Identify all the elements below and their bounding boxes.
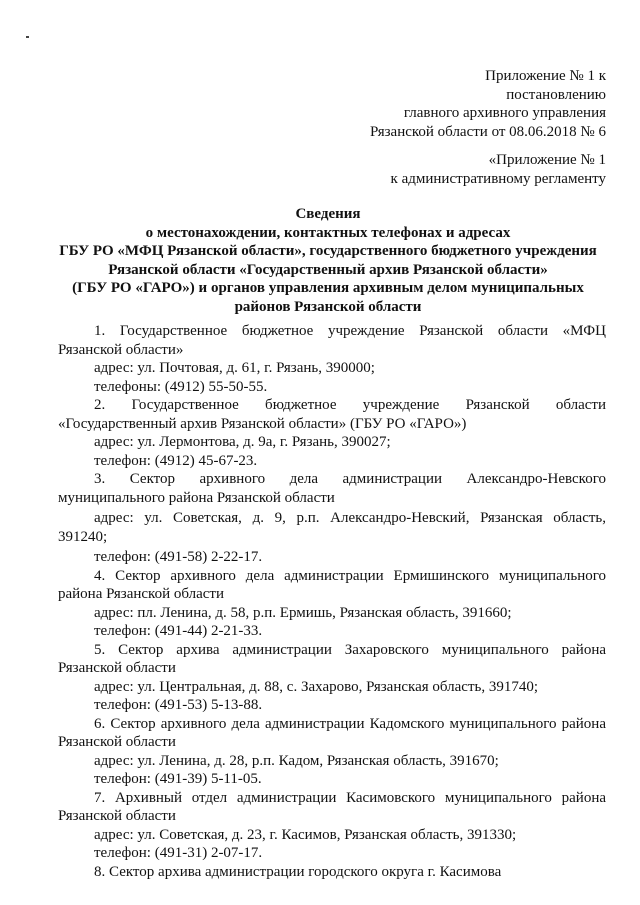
item-phone: телефон: (491-31) 2-07-17. — [94, 845, 263, 861]
item-name: 1. Государственное бюджетное учреждение Рязанской области «МФЦ — [94, 323, 606, 339]
list-item — [58, 715, 606, 789]
reference-line: к административному регламенту — [390, 170, 606, 187]
item-name-continued: Рязанской области — [58, 808, 176, 824]
item-name-continued: Рязанской области — [58, 734, 176, 750]
item-phone: телефон: (491-53) 5-13-88. — [94, 697, 263, 713]
title-line: районов Рязанской области — [234, 298, 422, 315]
item-name: 5. Сектор архива администрации Захаровского муниципального района — [94, 641, 606, 658]
list-item — [58, 789, 606, 863]
scan-speck — [26, 36, 29, 38]
item-name: 7. Архивный отдел администрации Касимовского муниципального района — [94, 789, 606, 806]
item-address: адрес: ул. Лермонтова, д. 9а, г. Рязань, 390027; — [94, 434, 391, 450]
item-address: адрес: ул. Центральная, д. 88, с. Захарово, Рязанская область, 391740; — [94, 678, 539, 695]
item-address-continued: 391240; — [58, 528, 108, 545]
item-name: 4. Сектор архивного дела администрации Ермишинского муниципального — [94, 567, 606, 584]
reference-line: «Приложение № 1 — [488, 152, 606, 168]
item-name-continued: Рязанской области» — [58, 341, 184, 358]
item-name: 2. Государственное бюджетное учреждение Рязанской области — [94, 397, 606, 413]
item-phone: телефон: (491-39) 5-11-05. — [94, 771, 262, 787]
item-name-continued: Рязанской области — [58, 660, 176, 676]
header-line: постановлению — [506, 86, 606, 103]
title-line: о местонахождении, контактных телефонах и адресах — [145, 224, 511, 241]
item-name: 3. Сектор архивного дела администрации Александро-Невского — [94, 471, 606, 487]
item-phone: телефон: (4912) 45-67-23. — [94, 452, 258, 469]
title-line: (ГБУ РО «ГАРО») и органов управления архивным делом муниципальных — [72, 280, 584, 296]
item-address: адрес: ул. Почтовая, д. 61, г. Рязань, 390000; — [94, 360, 375, 376]
title-line: Рязанской области «Государственный архив Рязанской области» — [108, 261, 548, 278]
header-line: Рязанской области от 08.06.2018 № 6 — [369, 123, 606, 140]
item-name-continued: района Рязанской области — [58, 586, 225, 602]
item-name: 6. Сектор архивного дела администрации Кадомского муниципального района — [94, 715, 606, 732]
list-item — [58, 396, 606, 470]
list-item — [58, 863, 606, 882]
regulation-reference — [286, 151, 606, 188]
item-address: адрес: ул. Советская, д. 23, г. Касимов, Рязанская область, 391330; — [94, 826, 517, 843]
header-line: Приложение № 1 к — [485, 68, 606, 84]
list-item — [58, 470, 606, 567]
document-title — [48, 205, 608, 316]
list-item — [58, 322, 606, 396]
item-name-continued: муниципального района Рязанской области — [58, 489, 335, 506]
header-line: главного архивного управления — [403, 105, 606, 121]
item-name-continued: «Государственный архив Рязанской области» (ГБУ РО «ГАРО») — [58, 415, 467, 432]
item-name: 8. Сектор архива администрации городского округа г. Касимова — [94, 863, 502, 880]
item-address: адрес: ул. Советская, д. 9, р.п. Александро-Невский, Рязанская область, — [94, 510, 606, 526]
list-item — [58, 567, 606, 641]
title-line: ГБУ РО «МФЦ Рязанской области», государственного бюджетного учреждения — [59, 243, 597, 259]
item-phone: телефоны: (4912) 55-50-55. — [94, 378, 268, 395]
item-address: адрес: пл. Ленина, д. 58, р.п. Ермишь, Рязанская область, 391660; — [94, 604, 512, 621]
item-phone: телефон: (491-58) 2-22-17. — [94, 549, 263, 565]
list-item — [58, 641, 606, 715]
item-phone: телефон: (491-44) 2-21-33. — [94, 623, 263, 639]
item-address: адрес: ул. Ленина, д. 28, р.п. Кадом, Рязанская область, 391670; — [94, 752, 499, 769]
organizations-list — [58, 322, 606, 881]
title-line: Сведения — [295, 206, 361, 222]
appendix-header — [286, 67, 606, 141]
